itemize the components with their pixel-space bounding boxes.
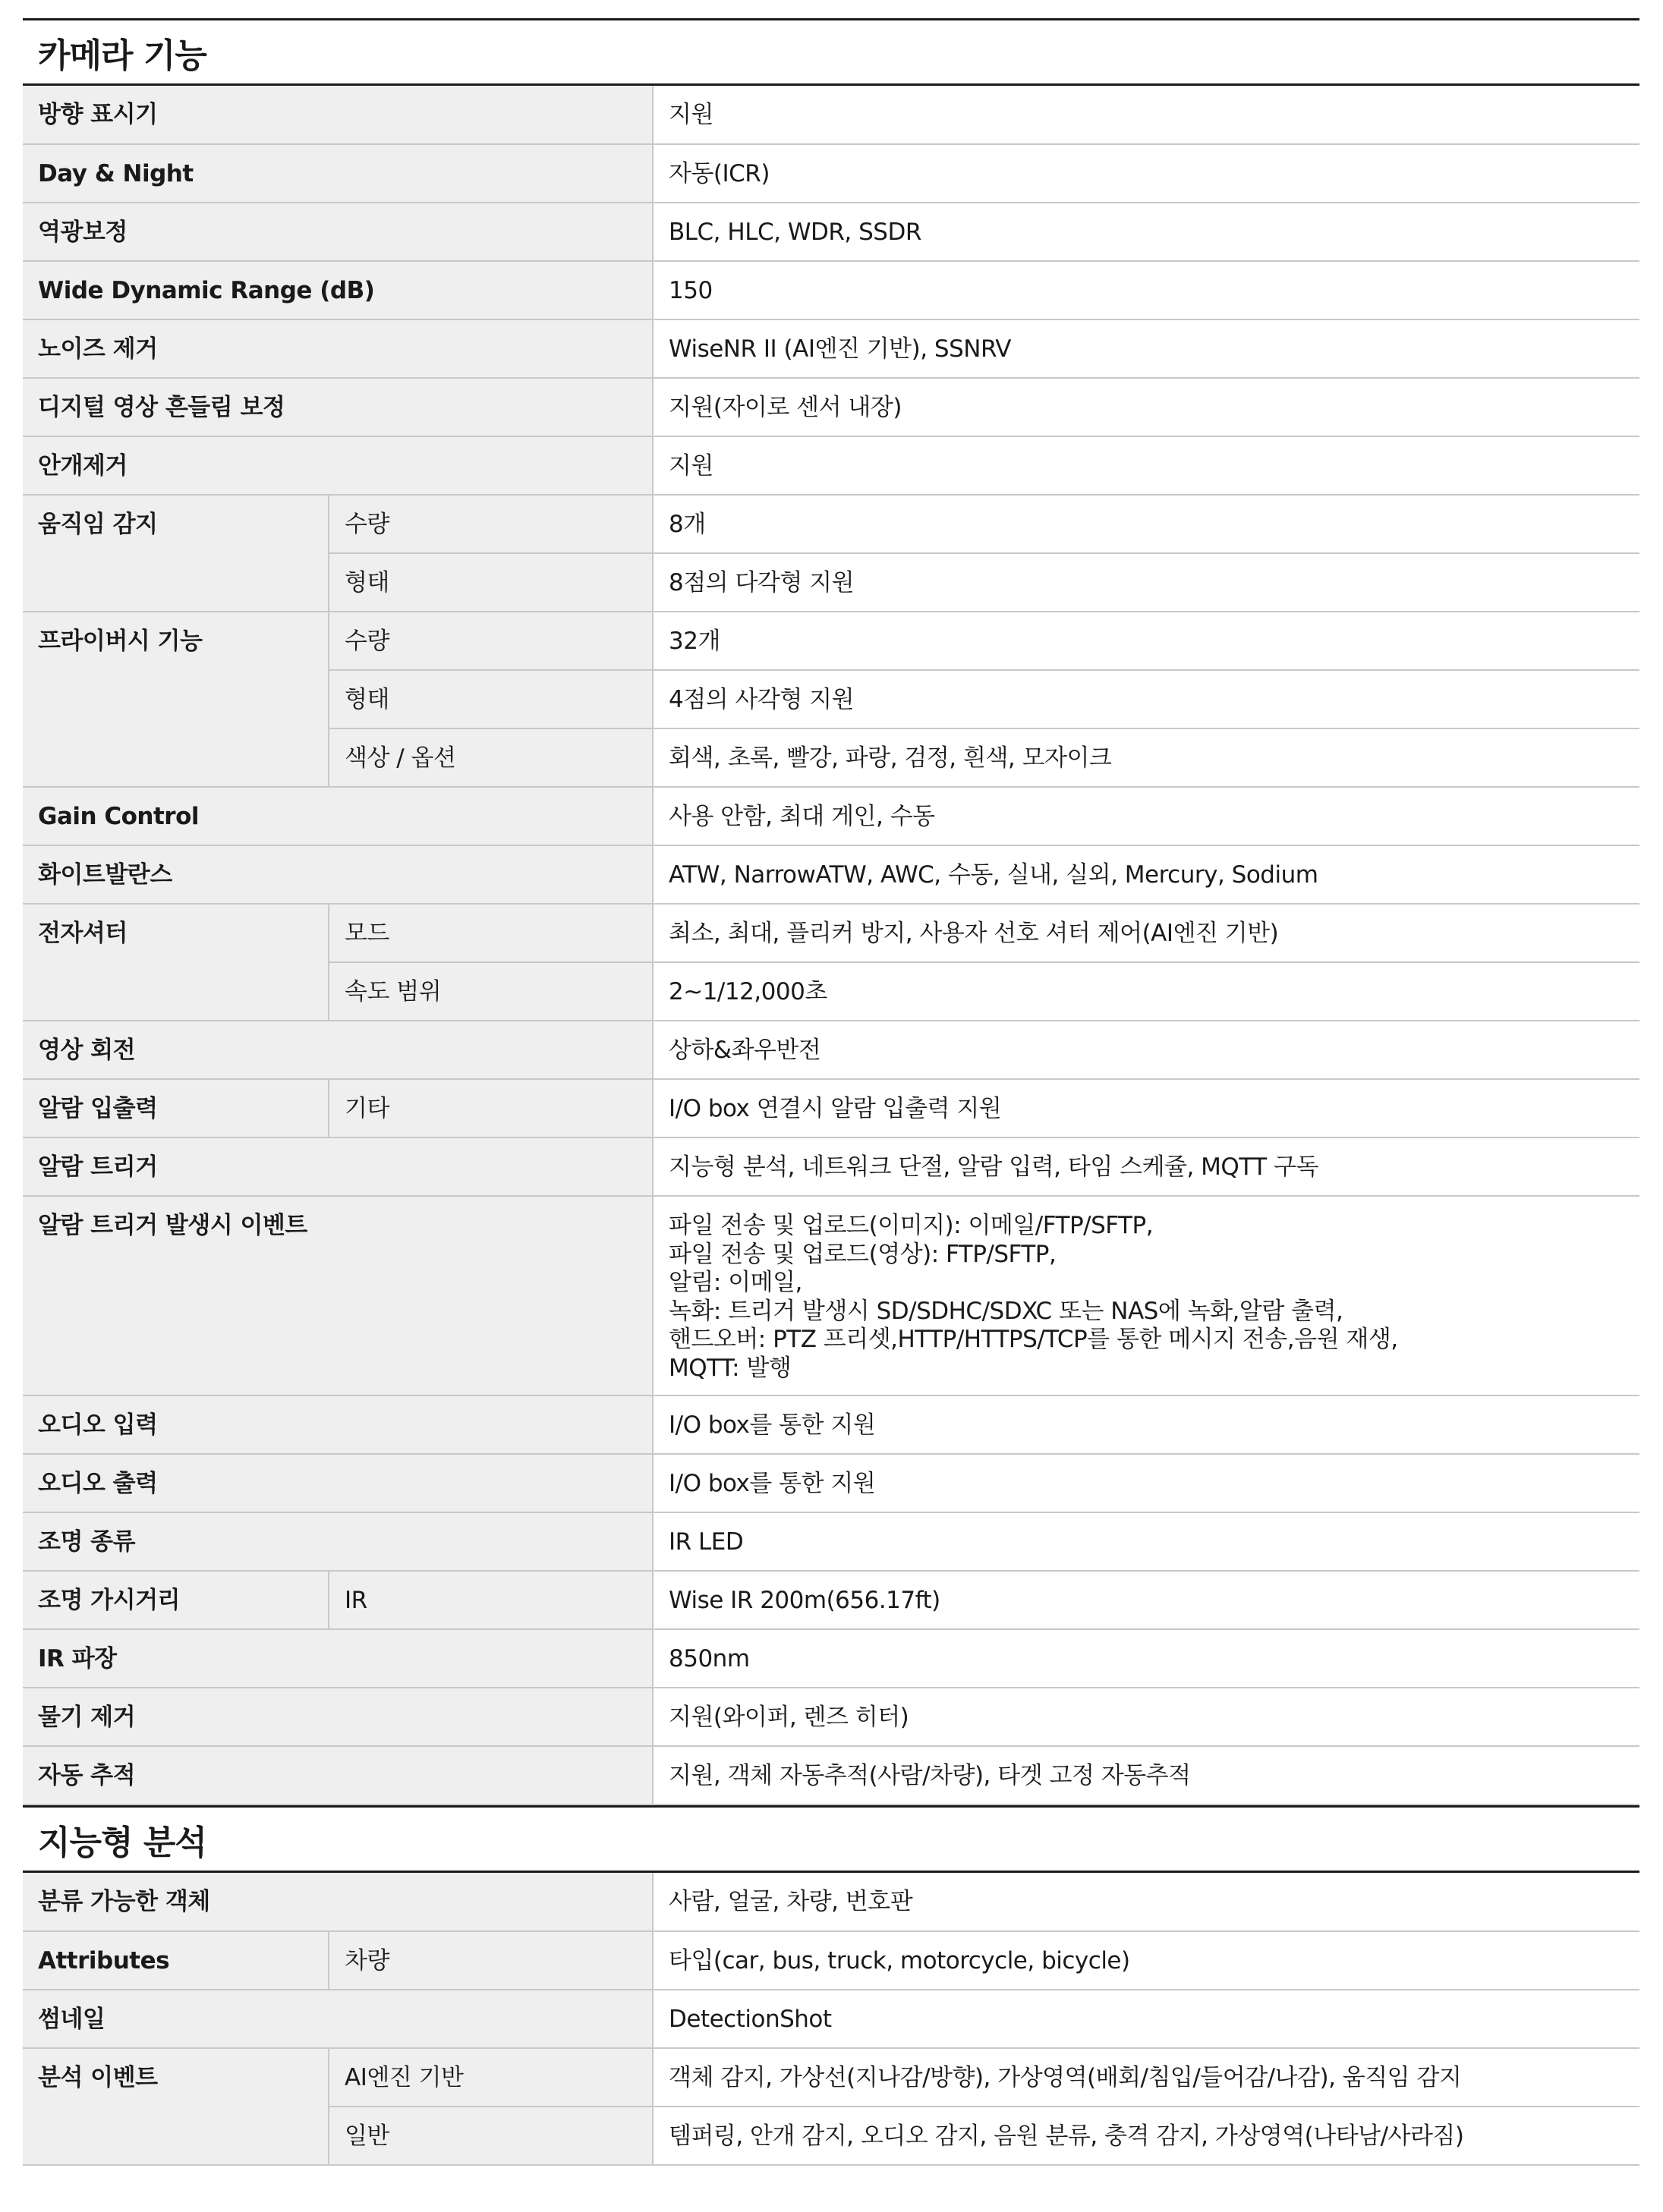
spec-label: 분류 가능한 객체 (23, 1873, 653, 1931)
spec-value: I/O box 연결시 알람 입출력 지원 (653, 1079, 1639, 1137)
spec-row (23, 1454, 1639, 1512)
spec-value: WiseNR II (AI엔진 기반), SSNRV (653, 319, 1639, 378)
spec-value: 템퍼링, 안개 감지, 오디오 감지, 음원 분류, 충격 감지, 가상영역(나타남/사라짐) (653, 2107, 1639, 2165)
spec-value: 850nm (653, 1629, 1639, 1688)
spec-row (23, 612, 1639, 670)
spec-value: Wise IR 200m(656.17ft) (653, 1571, 1639, 1629)
spec-sublabel: 형태 (329, 553, 653, 612)
spec-label: 오디오 출력 (23, 1454, 653, 1512)
spec-table (23, 1873, 1639, 2166)
spec-value: ATW, NarrowATW, AWC, 수동, 실내, 실외, Mercury, Sodium (653, 845, 1639, 904)
spec-label: Attributes (23, 1931, 329, 1990)
spec-value: 타입(car, bus, truck, motorcycle, bicycle) (653, 1931, 1639, 1990)
spec-row (23, 144, 1639, 203)
spec-label: 영상 회전 (23, 1021, 653, 1079)
spec-row (23, 1688, 1639, 1746)
spec-value: 150 (653, 261, 1639, 319)
spec-row (23, 1629, 1639, 1688)
spec-row (23, 86, 1639, 144)
spec-label: 조명 가시거리 (23, 1571, 329, 1629)
spec-label: 오디오 입력 (23, 1395, 653, 1454)
spec-row (23, 1196, 1639, 1395)
spec-label: 역광보정 (23, 203, 653, 261)
spec-sublabel: 수량 (329, 495, 653, 553)
spec-label: Gain Control (23, 787, 653, 845)
spec-label: 물기 제거 (23, 1688, 653, 1746)
spec-row (23, 1021, 1639, 1079)
spec-label: Day & Night (23, 144, 653, 203)
spec-value: DetectionShot (653, 1990, 1639, 2048)
spec-sublabel: 속도 범위 (329, 962, 653, 1021)
spec-label: Wide Dynamic Range (dB) (23, 261, 653, 319)
spec-sublabel: IR (329, 1571, 653, 1629)
spec-label: IR 파장 (23, 1629, 653, 1688)
spec-row (23, 787, 1639, 845)
spec-sublabel: 색상 / 옵션 (329, 728, 653, 787)
spec-row (23, 319, 1639, 378)
spec-value: 최소, 최대, 플리커 방지, 사용자 선호 셔터 제어(AI엔진 기반) (653, 904, 1639, 962)
spec-label: 자동 추적 (23, 1746, 653, 1805)
spec-value: BLC, HLC, WDR, SSDR (653, 203, 1639, 261)
spec-value: 8개 (653, 495, 1639, 553)
spec-row (23, 2048, 1639, 2107)
spec-value: 4점의 사각형 지원 (653, 670, 1639, 728)
spec-row (23, 1990, 1639, 2048)
spec-row (23, 1079, 1639, 1137)
spec-label: 알람 입출력 (23, 1079, 329, 1137)
spec-label: 안개제거 (23, 436, 653, 495)
spec-row (23, 203, 1639, 261)
spec-value: 자동(ICR) (653, 144, 1639, 203)
spec-row (23, 1931, 1639, 1990)
spec-row (23, 1571, 1639, 1629)
spec-sublabel: 기타 (329, 1079, 653, 1137)
spec-table (23, 86, 1639, 1805)
spec-label: 분석 이벤트 (23, 2048, 329, 2165)
spec-label: 움직임 감지 (23, 495, 329, 612)
spec-label: 방향 표시기 (23, 86, 653, 144)
spec-value: 파일 전송 및 업로드(이미지): 이메일/FTP/SFTP, 파일 전송 및 업로드(영상): FTP/SFTP, 알림: 이메일, 녹화: 트리거 발생시 SD/SDHC/SDXC 또는 NAS에 녹화,알람 출력, 핸드오버: PTZ 프리셋,HTTP/HTTPS/TCP를 통한 메시지 전송,음원 재생, MQTT: 발행 (653, 1196, 1639, 1395)
spec-label: 조명 종류 (23, 1512, 653, 1571)
spec-sublabel: 형태 (329, 670, 653, 728)
spec-label: 프라이버시 기능 (23, 612, 329, 787)
spec-sublabel: 일반 (329, 2107, 653, 2165)
spec-row (23, 845, 1639, 904)
spec-row (23, 1137, 1639, 1196)
spec-value: 지원, 객체 자동추적(사람/차량), 타겟 고정 자동추적 (653, 1746, 1639, 1805)
spec-value: I/O box를 통한 지원 (653, 1395, 1639, 1454)
spec-row (23, 904, 1639, 962)
spec-row (23, 436, 1639, 495)
spec-value: 8점의 다각형 지원 (653, 553, 1639, 612)
spec-value: 32개 (653, 612, 1639, 670)
spec-label: 노이즈 제거 (23, 319, 653, 378)
spec-value: 지능형 분석, 네트워크 단절, 알람 입력, 타임 스케쥴, MQTT 구독 (653, 1137, 1639, 1196)
spec-row (23, 495, 1639, 553)
spec-label: 디지털 영상 흔들림 보정 (23, 378, 653, 436)
spec-value: 2~1/12,000초 (653, 962, 1639, 1021)
spec-sublabel: 차량 (329, 1931, 653, 1990)
spec-sublabel: 수량 (329, 612, 653, 670)
spec-row (23, 1873, 1639, 1931)
spec-value: 사용 안함, 최대 게인, 수동 (653, 787, 1639, 845)
spec-row (23, 1512, 1639, 1571)
spec-value: 지원 (653, 86, 1639, 144)
spec-value: 상하&좌우반전 (653, 1021, 1639, 1079)
spec-row (23, 378, 1639, 436)
spec-sublabel: AI엔진 기반 (329, 2048, 653, 2107)
spec-sublabel: 모드 (329, 904, 653, 962)
spec-value: I/O box를 통한 지원 (653, 1454, 1639, 1512)
spec-value: 지원(와이퍼, 렌즈 히터) (653, 1688, 1639, 1746)
spec-row (23, 1395, 1639, 1454)
spec-value: 객체 감지, 가상선(지나감/방향), 가상영역(배회/침입/들어감/나감), 움직임 감지 (653, 2048, 1639, 2107)
spec-label: 알람 트리거 발생시 이벤트 (23, 1196, 653, 1395)
spec-row (23, 1746, 1639, 1805)
spec-value: 지원 (653, 436, 1639, 495)
spec-label: 전자셔터 (23, 904, 329, 1021)
spec-value: 사람, 얼굴, 차량, 번호판 (653, 1873, 1639, 1931)
section-title: 카메라 기능 (23, 18, 1639, 86)
spec-value: 지원(자이로 센서 내장) (653, 378, 1639, 436)
spec-label: 썸네일 (23, 1990, 653, 2048)
spec-label: 화이트발란스 (23, 845, 653, 904)
spec-sheet (23, 18, 1639, 2166)
spec-row (23, 261, 1639, 319)
spec-label: 알람 트리거 (23, 1137, 653, 1196)
spec-value: 회색, 초록, 빨강, 파랑, 검정, 흰색, 모자이크 (653, 728, 1639, 787)
section-title: 지능형 분석 (23, 1805, 1639, 1873)
spec-value: IR LED (653, 1512, 1639, 1571)
